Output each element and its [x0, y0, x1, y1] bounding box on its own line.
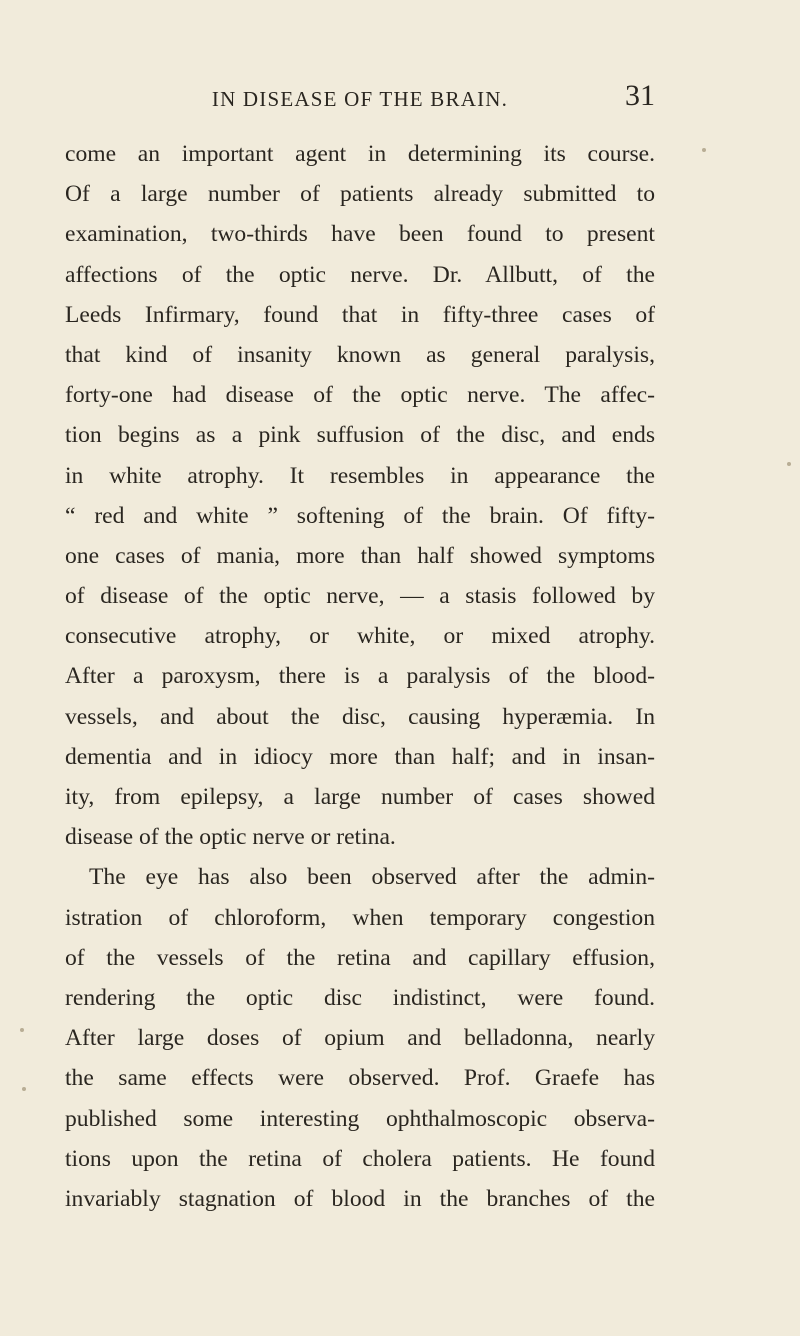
text-line: After a paroxysm, there is a paralysis of the blood- [65, 663, 655, 690]
paper-speck [22, 1087, 26, 1091]
text-line: ity, from epilepsy, a large number of cases showed [65, 784, 655, 810]
text-line: tion begins as a pink suffusion of the disc, and ends [65, 422, 655, 449]
text-line: Of a large number of patients already submitted to [65, 181, 655, 208]
text-line: Leeds Infirmary, found that in fifty-three cases of [65, 301, 655, 328]
page-header [65, 79, 655, 123]
text-line: “ red and white ” softening of the brain. Of fifty- [65, 502, 655, 529]
text-line: that kind of insanity known as general paralysis, [65, 341, 655, 368]
text-line: dementia and in idiocy more than half; and in insan- [65, 743, 655, 770]
text-line: The eye has also been observed after the admin- [89, 864, 655, 891]
text-line: of the vessels of the retina and capillary effusion, [65, 944, 655, 971]
body-text [65, 134, 655, 1219]
paper-speck [702, 148, 706, 152]
text-line: istration of chloroform, when temporary congestion [65, 904, 655, 931]
text-line: disease of the optic nerve or retina. [65, 824, 396, 851]
text-line: forty-one had disease of the optic nerve. The affec- [65, 382, 655, 409]
text-line: vessels, and about the disc, causing hyperæmia. In [65, 703, 655, 730]
text-line: affections of the optic nerve. Dr. Allbutt, of the [65, 261, 655, 288]
text-line: of disease of the optic nerve, — a stasis followed by [65, 583, 655, 610]
text-line: examination, two-thirds have been found to present [65, 221, 655, 248]
text-line: rendering the optic disc indistinct, were found. [65, 984, 655, 1011]
text-line: invariably stagnation of blood in the branches of the [65, 1185, 655, 1212]
paper-speck [20, 1028, 24, 1032]
text-line: published some interesting ophthalmoscopic observa- [65, 1105, 655, 1132]
page-number: 31 [625, 79, 655, 112]
text-line: After large doses of opium and belladonna, nearly [65, 1025, 655, 1052]
paper-speck [787, 462, 791, 466]
running-head: IN DISEASE OF THE BRAIN. [211, 87, 509, 111]
text-line: one cases of mania, more than half showed symptoms [65, 542, 655, 569]
text-line: in white atrophy. It resembles in appearance the [65, 462, 655, 489]
text-line: tions upon the retina of cholera patients. He found [65, 1145, 655, 1172]
text-line: the same effects were observed. Prof. Graefe has [65, 1065, 655, 1092]
text-line: come an important agent in determining its course. [65, 141, 655, 167]
text-line: consecutive atrophy, or white, or mixed atrophy. [65, 623, 655, 650]
